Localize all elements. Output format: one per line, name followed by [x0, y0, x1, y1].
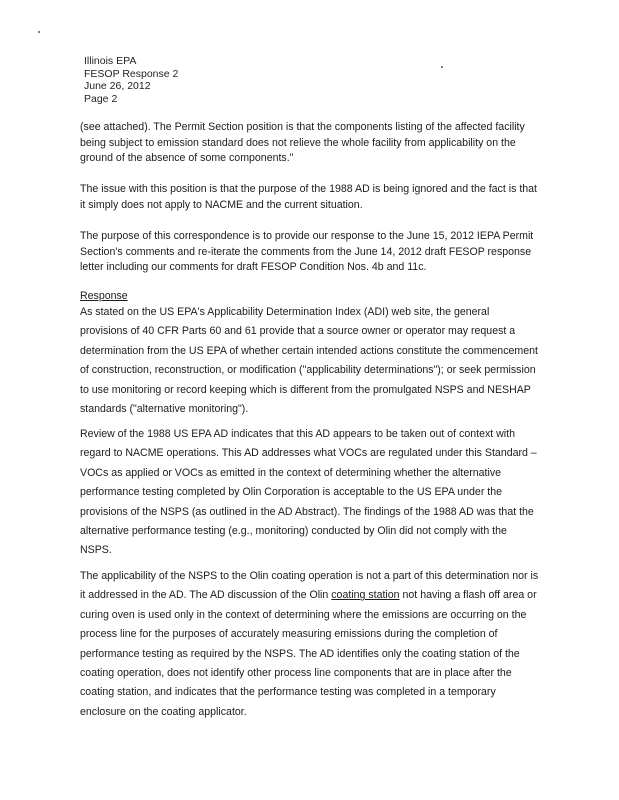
header-page-number: Page 2	[84, 92, 118, 105]
underlined-coating-station: coating station	[331, 589, 400, 602]
paragraph-nsps-text-end: not having a flash off area or curing oven is used only in the context of determining where the emissions are occurring on the process line for the purposes of accurately measuring emissions during the completion of performance testing as required by the NSPS. The AD identifies only the coating station of the coating operation, does not identify other process line components that are in place after the coating station, and indicates that the performance testing was completed in a temporary enclosure on the coating applicator.	[80, 589, 537, 718]
paragraph-permit-position: (see attached). The Permit Section position is that the components listing of the affected facility being subject to emission standard does not relieve the whole facility from applicability on the ground of the absence of some components."	[80, 121, 525, 164]
paragraph-purpose: The purpose of this correspondence is to provide our response to the June 15, 2012 IEPA Permit Section's comments and re-iterate the comments from the June 14, 2012 draft FESOP response letter including our comments for draft FESOP Condition Nos. 4b and 11c.	[80, 230, 534, 273]
paragraph-nsps-applicability	[80, 567, 539, 722]
scan-speck-right	[441, 66, 443, 68]
header-subject: FESOP Response 2	[84, 67, 179, 80]
paragraph-issue: The issue with this position is that the purpose of the 1988 AD is being ignored and the fact is that it simply does not apply to NACME and the current situation.	[80, 183, 537, 211]
section-heading-response: Response	[80, 290, 128, 302]
letter-header	[84, 55, 178, 105]
scan-speck-left	[38, 31, 40, 33]
header-date: June 26, 2012	[84, 80, 151, 92]
paragraph-adi-statement: As stated on the US EPA's Applicability Determination Index (ADI) web site, the general provisions of 40 CFR Parts 60 and 61 provide that a source owner or operator may request a determination from the US EPA of whether certain intended actions constitute the commencement of construction, reconstruction, or modification ("applicability determinations"); or seek permission to use monitoring or record keeping which is different from the promulgated NSPS and NESHAP standards ("alternative monitoring").	[80, 306, 538, 416]
paragraph-review-1988-ad: Review of the 1988 US EPA AD indicates that this AD appears to be taken out of context with regard to NACME operations. This AD addresses what VOCs are regulated under this Standard – VOCs as applied or VOCs as emitted in the context of determining whether the alternative performance testing completed by Olin Corporation is acceptable to the US EPA under the provisions of the NSPS (as outlined in the AD Abstract). The findings of the 1988 AD was that the alternative performance testing (e.g., monitoring) conducted by Olin did not comply with the NSPS.	[80, 428, 537, 557]
paragraph-nsps-text-start: The applicability of the NSPS to the Olin coating operation is not a part of this determination nor is it addressed in the AD. The AD discussion of the Olin	[80, 570, 539, 602]
header-recipient: Illinois EPA	[84, 55, 137, 67]
